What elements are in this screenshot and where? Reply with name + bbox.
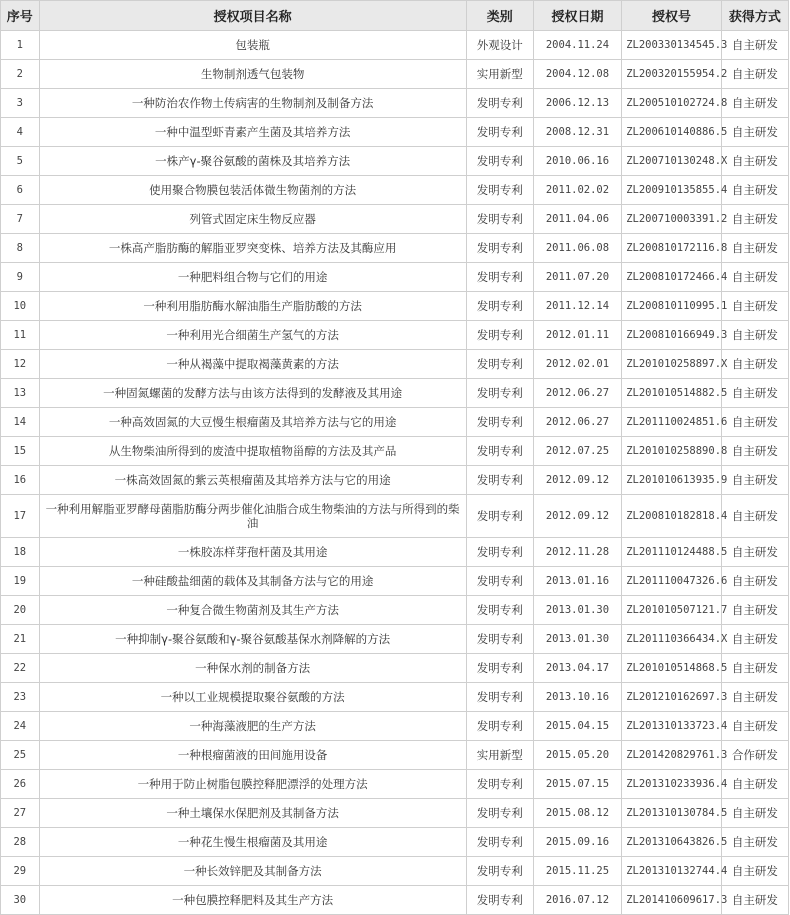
cell-patent-no: ZL200910135855.4	[622, 176, 722, 205]
cell-method: 自主研发	[721, 683, 788, 712]
table-row	[1, 712, 789, 741]
cell-name: 一种抑制γ-聚谷氨酸和γ-聚谷氨酸基保水剂降解的方法	[39, 625, 466, 654]
cell-method: 自主研发	[721, 857, 788, 886]
cell-date: 2012.02.01	[533, 350, 621, 379]
cell-name: 一种硅酸盐细菌的载体及其制备方法与它的用途	[39, 567, 466, 596]
cell-name: 一种中温型虾青素产生菌及其培养方法	[39, 118, 466, 147]
cell-type: 发明专利	[466, 89, 533, 118]
table-row	[1, 205, 789, 234]
cell-name: 一种海藻液肥的生产方法	[39, 712, 466, 741]
cell-index: 26	[1, 770, 40, 799]
cell-type: 发明专利	[466, 654, 533, 683]
cell-method: 自主研发	[721, 60, 788, 89]
table-row	[1, 350, 789, 379]
cell-name: 生物制剂透气包装物	[39, 60, 466, 89]
cell-type: 发明专利	[466, 466, 533, 495]
cell-type: 发明专利	[466, 321, 533, 350]
cell-patent-no: ZL200610140886.5	[622, 118, 722, 147]
cell-date: 2012.07.25	[533, 437, 621, 466]
cell-type: 发明专利	[466, 770, 533, 799]
cell-patent-no: ZL201210162697.3	[622, 683, 722, 712]
cell-patent-no: ZL201310132744.4	[622, 857, 722, 886]
cell-type: 发明专利	[466, 263, 533, 292]
table-row	[1, 60, 789, 89]
cell-method: 自主研发	[721, 379, 788, 408]
cell-patent-no: ZL200330134545.3	[622, 31, 722, 60]
cell-type: 发明专利	[466, 118, 533, 147]
cell-method: 自主研发	[721, 625, 788, 654]
table-row	[1, 234, 789, 263]
cell-index: 29	[1, 857, 40, 886]
cell-index: 16	[1, 466, 40, 495]
cell-name: 从生物柴油所得到的废渣中提取植物甾醇的方法及其产品	[39, 437, 466, 466]
table-row	[1, 567, 789, 596]
cell-type: 发明专利	[466, 712, 533, 741]
cell-date: 2006.12.13	[533, 89, 621, 118]
cell-method: 自主研发	[721, 205, 788, 234]
cell-type: 发明专利	[466, 234, 533, 263]
cell-type: 发明专利	[466, 886, 533, 915]
cell-name: 一种利用脂肪酶水解油脂生产脂肪酸的方法	[39, 292, 466, 321]
cell-date: 2016.07.12	[533, 886, 621, 915]
table-row	[1, 683, 789, 712]
header-patent-no: 授权号	[622, 1, 722, 31]
table-row	[1, 31, 789, 60]
cell-method: 自主研发	[721, 770, 788, 799]
cell-method: 自主研发	[721, 176, 788, 205]
cell-index: 23	[1, 683, 40, 712]
cell-index: 22	[1, 654, 40, 683]
cell-name: 一株高效固氮的紫云英根瘤菌及其培养方法与它的用途	[39, 466, 466, 495]
cell-method: 自主研发	[721, 596, 788, 625]
cell-patent-no: ZL201310233936.4	[622, 770, 722, 799]
cell-date: 2012.01.11	[533, 321, 621, 350]
cell-date: 2015.07.15	[533, 770, 621, 799]
cell-type: 发明专利	[466, 538, 533, 567]
cell-method: 自主研发	[721, 466, 788, 495]
cell-date: 2008.12.31	[533, 118, 621, 147]
cell-index: 2	[1, 60, 40, 89]
cell-patent-no: ZL200810172466.4	[622, 263, 722, 292]
cell-patent-no: ZL201110047326.6	[622, 567, 722, 596]
table-row	[1, 770, 789, 799]
cell-date: 2011.07.20	[533, 263, 621, 292]
cell-date: 2011.06.08	[533, 234, 621, 263]
table-row	[1, 799, 789, 828]
cell-patent-no: ZL201420829761.3	[622, 741, 722, 770]
cell-method: 自主研发	[721, 350, 788, 379]
cell-index: 6	[1, 176, 40, 205]
table-row	[1, 596, 789, 625]
cell-date: 2012.09.12	[533, 466, 621, 495]
cell-index: 13	[1, 379, 40, 408]
cell-index: 14	[1, 408, 40, 437]
cell-method: 自主研发	[721, 292, 788, 321]
cell-patent-no: ZL200810172116.8	[622, 234, 722, 263]
cell-type: 发明专利	[466, 799, 533, 828]
cell-type: 发明专利	[466, 828, 533, 857]
cell-type: 发明专利	[466, 205, 533, 234]
cell-name: 一种利用光合细菌生产氢气的方法	[39, 321, 466, 350]
cell-date: 2013.04.17	[533, 654, 621, 683]
table-row	[1, 654, 789, 683]
cell-method: 自主研发	[721, 886, 788, 915]
cell-patent-no: ZL201110024851.6	[622, 408, 722, 437]
cell-name: 一株高产脂肪酶的解脂亚罗突变株、培养方法及其酶应用	[39, 234, 466, 263]
cell-index: 21	[1, 625, 40, 654]
cell-date: 2013.01.30	[533, 625, 621, 654]
cell-index: 8	[1, 234, 40, 263]
cell-date: 2015.08.12	[533, 799, 621, 828]
cell-type: 发明专利	[466, 683, 533, 712]
cell-method: 自主研发	[721, 538, 788, 567]
cell-index: 19	[1, 567, 40, 596]
cell-date: 2013.01.30	[533, 596, 621, 625]
cell-type: 外观设计	[466, 31, 533, 60]
table-row	[1, 263, 789, 292]
table-row	[1, 89, 789, 118]
cell-index: 17	[1, 495, 40, 538]
cell-type: 发明专利	[466, 437, 533, 466]
table-row	[1, 495, 789, 538]
cell-method: 自主研发	[721, 263, 788, 292]
cell-index: 24	[1, 712, 40, 741]
cell-index: 7	[1, 205, 40, 234]
cell-method: 自主研发	[721, 234, 788, 263]
table-row	[1, 118, 789, 147]
cell-method: 自主研发	[721, 437, 788, 466]
cell-date: 2011.04.06	[533, 205, 621, 234]
table-row	[1, 625, 789, 654]
cell-index: 5	[1, 147, 40, 176]
cell-date: 2012.06.27	[533, 408, 621, 437]
cell-date: 2011.12.14	[533, 292, 621, 321]
cell-type: 发明专利	[466, 350, 533, 379]
cell-patent-no: ZL201110366434.X	[622, 625, 722, 654]
cell-index: 15	[1, 437, 40, 466]
header-date: 授权日期	[533, 1, 621, 31]
table-row	[1, 437, 789, 466]
cell-date: 2004.11.24	[533, 31, 621, 60]
cell-method: 自主研发	[721, 118, 788, 147]
cell-method: 自主研发	[721, 654, 788, 683]
cell-method: 自主研发	[721, 712, 788, 741]
cell-patent-no: ZL201310130784.5	[622, 799, 722, 828]
cell-type: 发明专利	[466, 567, 533, 596]
cell-method: 自主研发	[721, 89, 788, 118]
cell-name: 一种利用解脂亚罗酵母菌脂肪酶分两步催化油脂合成生物柴油的方法与所得到的柴油	[39, 495, 466, 538]
cell-method: 自主研发	[721, 408, 788, 437]
cell-patent-no: ZL201410609617.3	[622, 886, 722, 915]
cell-name: 一种土壤保水保肥剂及其制备方法	[39, 799, 466, 828]
cell-name: 一种防治农作物土传病害的生物制剂及制备方法	[39, 89, 466, 118]
cell-name: 一株胶冻样芽孢杆菌及其用途	[39, 538, 466, 567]
cell-patent-no: ZL201010258897.X	[622, 350, 722, 379]
cell-type: 发明专利	[466, 408, 533, 437]
cell-patent-no: ZL201010507121.7	[622, 596, 722, 625]
table-row	[1, 176, 789, 205]
cell-patent-no: ZL201010514868.5	[622, 654, 722, 683]
cell-name: 一种肥料组合物与它们的用途	[39, 263, 466, 292]
cell-method: 自主研发	[721, 799, 788, 828]
header-name: 授权项目名称	[39, 1, 466, 31]
cell-index: 1	[1, 31, 40, 60]
cell-name: 一种花生慢生根瘤菌及其用途	[39, 828, 466, 857]
cell-type: 发明专利	[466, 147, 533, 176]
cell-type: 实用新型	[466, 60, 533, 89]
table-row	[1, 408, 789, 437]
cell-type: 发明专利	[466, 625, 533, 654]
cell-method: 自主研发	[721, 828, 788, 857]
cell-name: 一种根瘤菌液的田间施用设备	[39, 741, 466, 770]
cell-name: 一株产γ-聚谷氨酸的菌株及其培养方法	[39, 147, 466, 176]
cell-patent-no: ZL201310133723.4	[622, 712, 722, 741]
cell-type: 发明专利	[466, 176, 533, 205]
cell-type: 发明专利	[466, 292, 533, 321]
cell-patent-no: ZL200810182818.4	[622, 495, 722, 538]
table-row	[1, 321, 789, 350]
cell-patent-no: ZL201310643826.5	[622, 828, 722, 857]
table-row	[1, 379, 789, 408]
table-row	[1, 147, 789, 176]
cell-date: 2012.11.28	[533, 538, 621, 567]
cell-type: 发明专利	[466, 857, 533, 886]
cell-patent-no: ZL201010514882.5	[622, 379, 722, 408]
table-row	[1, 828, 789, 857]
cell-name: 使用聚合物膜包装活体微生物菌剂的方法	[39, 176, 466, 205]
cell-date: 2012.06.27	[533, 379, 621, 408]
cell-method: 自主研发	[721, 495, 788, 538]
cell-index: 20	[1, 596, 40, 625]
cell-date: 2012.09.12	[533, 495, 621, 538]
cell-patent-no: ZL201110124488.5	[622, 538, 722, 567]
cell-name: 一种保水剂的制备方法	[39, 654, 466, 683]
cell-method: 自主研发	[721, 31, 788, 60]
cell-patent-no: ZL200710003391.2	[622, 205, 722, 234]
cell-index: 11	[1, 321, 40, 350]
cell-index: 25	[1, 741, 40, 770]
cell-date: 2015.09.16	[533, 828, 621, 857]
cell-method: 自主研发	[721, 321, 788, 350]
table-row	[1, 886, 789, 915]
cell-type: 发明专利	[466, 495, 533, 538]
table-row	[1, 857, 789, 886]
header-index: 序号	[1, 1, 40, 31]
cell-name: 一种包膜控释肥料及其生产方法	[39, 886, 466, 915]
table-row	[1, 538, 789, 567]
cell-name: 列管式固定床生物反应器	[39, 205, 466, 234]
cell-date: 2015.11.25	[533, 857, 621, 886]
cell-index: 27	[1, 799, 40, 828]
cell-index: 28	[1, 828, 40, 857]
cell-patent-no: ZL201010258890.8	[622, 437, 722, 466]
cell-patent-no: ZL200810110995.1	[622, 292, 722, 321]
cell-patent-no: ZL200810166949.3	[622, 321, 722, 350]
cell-patent-no: ZL200510102724.8	[622, 89, 722, 118]
cell-index: 4	[1, 118, 40, 147]
cell-type: 实用新型	[466, 741, 533, 770]
table-header-row	[1, 1, 789, 31]
cell-date: 2013.01.16	[533, 567, 621, 596]
cell-date: 2010.06.16	[533, 147, 621, 176]
cell-type: 发明专利	[466, 596, 533, 625]
cell-name: 一种长效锌肥及其制备方法	[39, 857, 466, 886]
cell-index: 3	[1, 89, 40, 118]
cell-method: 自主研发	[721, 147, 788, 176]
cell-date: 2004.12.08	[533, 60, 621, 89]
cell-name: 一种以工业规模提取聚谷氨酸的方法	[39, 683, 466, 712]
cell-index: 9	[1, 263, 40, 292]
cell-patent-no: ZL200320155954.2	[622, 60, 722, 89]
cell-date: 2011.02.02	[533, 176, 621, 205]
cell-name: 一种高效固氮的大豆慢生根瘤菌及其培养方法与它的用途	[39, 408, 466, 437]
header-type: 类别	[466, 1, 533, 31]
cell-name: 包装瓶	[39, 31, 466, 60]
cell-patent-no: ZL201010613935.9	[622, 466, 722, 495]
cell-type: 发明专利	[466, 379, 533, 408]
cell-name: 一种复合微生物菌剂及其生产方法	[39, 596, 466, 625]
cell-method: 合作研发	[721, 741, 788, 770]
cell-name: 一种从褐藻中提取褐藻黄素的方法	[39, 350, 466, 379]
cell-index: 30	[1, 886, 40, 915]
cell-date: 2015.04.15	[533, 712, 621, 741]
cell-name: 一种固氮螺菌的发酵方法与由该方法得到的发酵液及其用途	[39, 379, 466, 408]
cell-date: 2015.05.20	[533, 741, 621, 770]
cell-index: 10	[1, 292, 40, 321]
cell-method: 自主研发	[721, 567, 788, 596]
cell-index: 18	[1, 538, 40, 567]
header-method: 获得方式	[721, 1, 788, 31]
table-row	[1, 741, 789, 770]
cell-index: 12	[1, 350, 40, 379]
cell-date: 2013.10.16	[533, 683, 621, 712]
table-row	[1, 292, 789, 321]
cell-name: 一种用于防止树脂包膜控释肥漂浮的处理方法	[39, 770, 466, 799]
cell-patent-no: ZL200710130248.X	[622, 147, 722, 176]
table-row	[1, 466, 789, 495]
